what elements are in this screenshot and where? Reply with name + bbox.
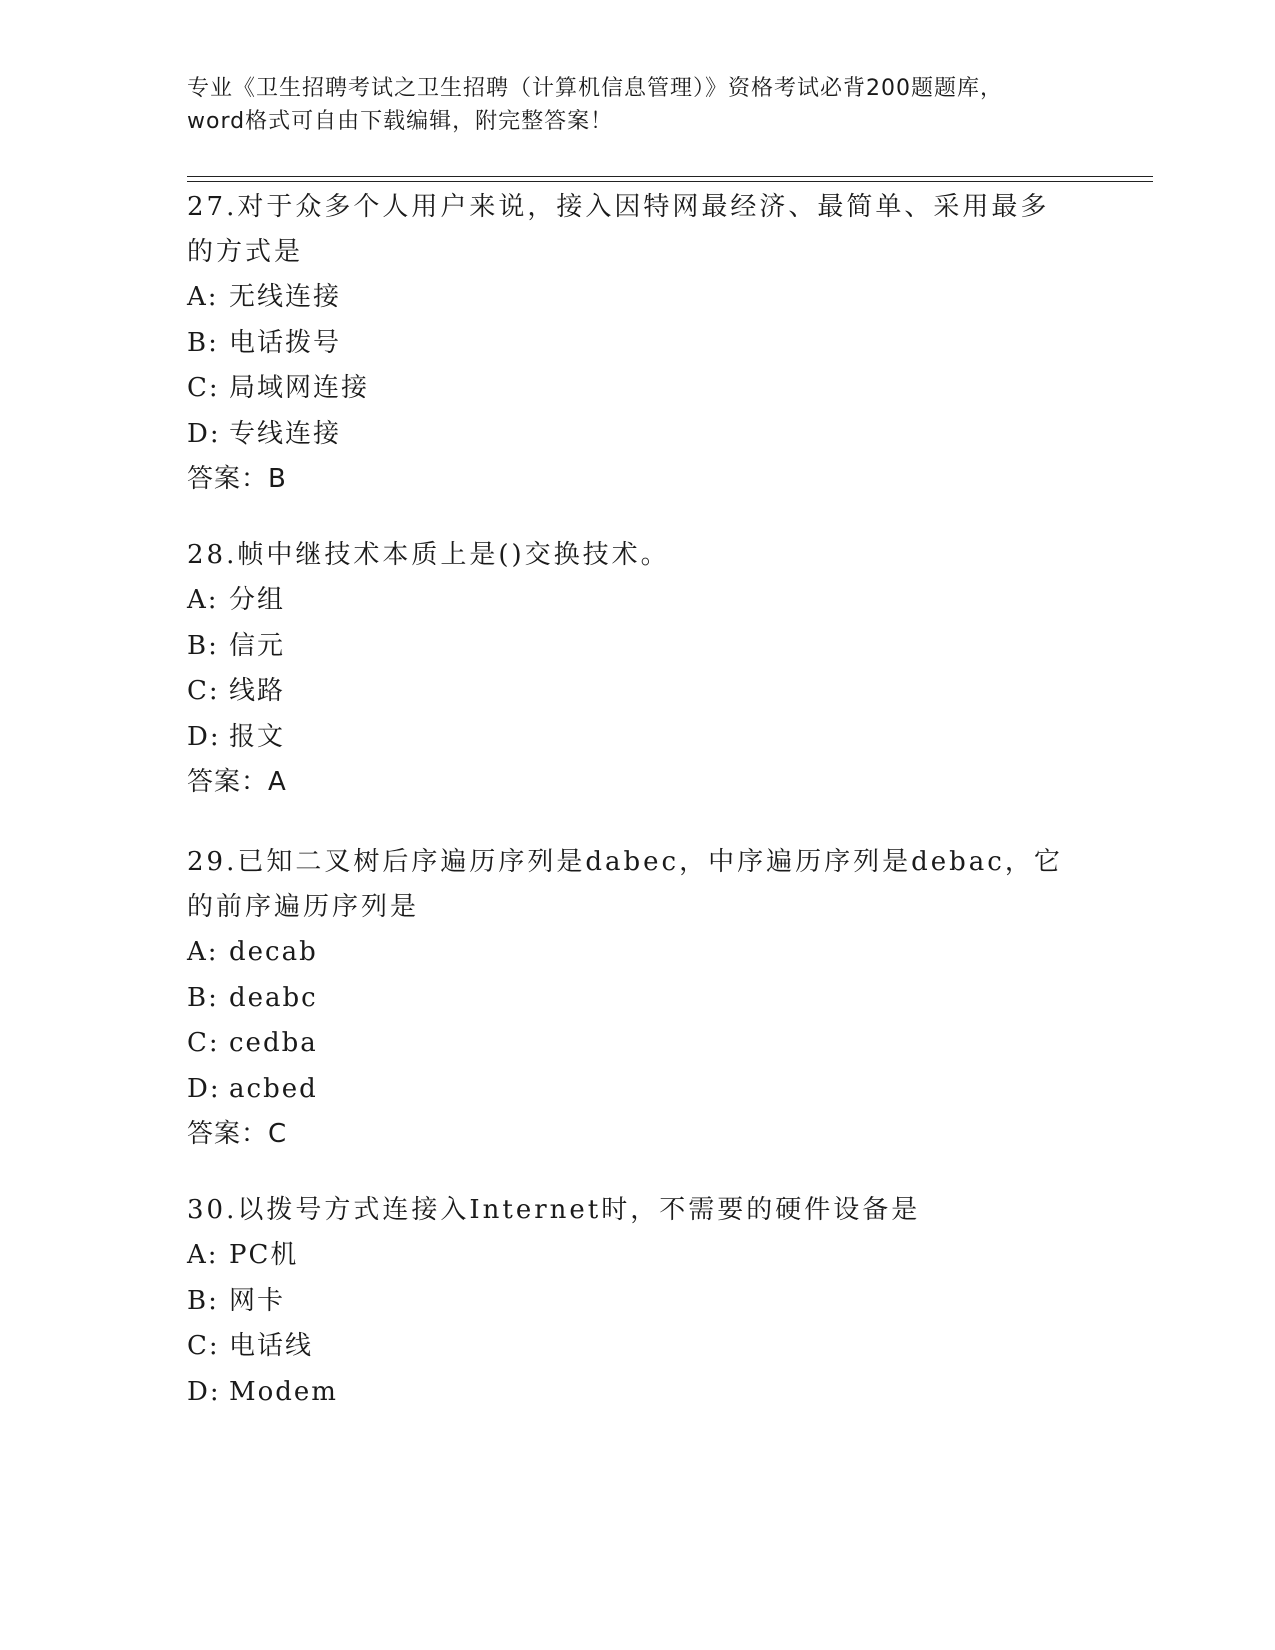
option-b: B: 网卡 bbox=[187, 1285, 286, 1316]
option-a: A: 无线连接 bbox=[187, 282, 342, 312]
question-27 bbox=[187, 185, 1077, 502]
question-28 bbox=[187, 533, 1077, 805]
option-c: C: 电话线 bbox=[187, 1331, 314, 1361]
option-a: A: PC机 bbox=[187, 1240, 299, 1270]
option-d: D: 报文 bbox=[187, 721, 286, 752]
question-text: 28.帧中继技术本质上是()交换技术。 bbox=[187, 540, 670, 570]
answer: 答案：C bbox=[187, 1119, 288, 1149]
option-c: C: cedba bbox=[187, 1028, 318, 1058]
question-29 bbox=[187, 840, 1077, 1157]
option-b: B: 信元 bbox=[187, 630, 286, 661]
question-text: 30.以拨号方式连接入Internet时，不需要的硬件设备是 bbox=[187, 1195, 921, 1225]
question-text: 29.已知二叉树后序遍历序列是dabec，中序遍历序列是debac，它的前序遍历序列是 bbox=[187, 847, 1063, 922]
option-c: C: 局域网连接 bbox=[187, 373, 370, 403]
option-c: C: 线路 bbox=[187, 676, 286, 706]
header-divider-bottom bbox=[187, 181, 1153, 182]
option-d: D: 专线连接 bbox=[187, 418, 342, 449]
option-b: B: deabc bbox=[187, 982, 318, 1013]
header-divider-top bbox=[187, 176, 1153, 177]
answer: 答案：B bbox=[187, 464, 287, 494]
answer: 答案：A bbox=[187, 767, 287, 797]
header-line-1: 专业《卫生招聘考试之卫生招聘（计算机信息管理）》资格考试必背200题题库， bbox=[187, 76, 1003, 101]
option-b: B: 电话拨号 bbox=[187, 327, 342, 358]
question-text: 27.对于众多个人用户来说，接入因特网最经济、最简单、采用最多的方式是 bbox=[187, 192, 1050, 267]
option-a: A: decab bbox=[187, 937, 318, 967]
question-30 bbox=[187, 1188, 1077, 1415]
document-header bbox=[187, 72, 1107, 138]
option-d: D: acbed bbox=[187, 1073, 318, 1104]
header-line-2: word格式可自由下载编辑，附完整答案！ bbox=[187, 109, 614, 134]
option-a: A: 分组 bbox=[187, 585, 286, 615]
option-d: D: Modem bbox=[187, 1376, 338, 1407]
